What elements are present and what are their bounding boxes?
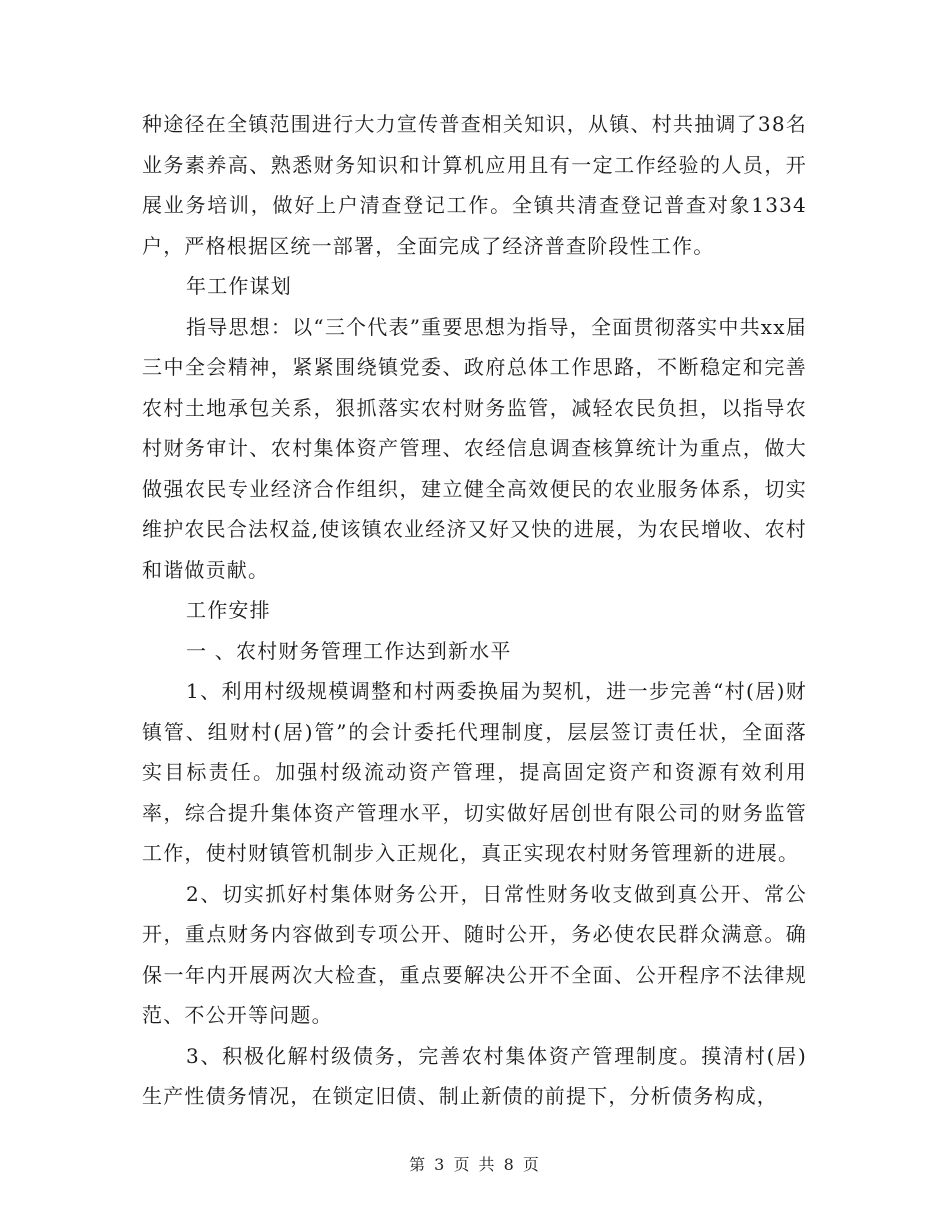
paragraph-7: 2、切实抓好村集体财务公开，日常性财务收支做到真公开、常公开，重点财务内容做到专项公开、随时公开，务必使农民群众满意。确保一年内开展两次大检查，重点要解决公开不全面、公开程序不法律规范、不公开等问题。 xyxy=(142,881,807,1027)
footer-middle: 页 共 xyxy=(453,1155,497,1174)
footer-suffix: 页 xyxy=(522,1155,541,1174)
footer-prefix: 第 xyxy=(409,1155,428,1174)
footer-total-pages: 8 xyxy=(503,1155,516,1174)
footer-current-page: 3 xyxy=(434,1155,447,1174)
paragraph-6: 1、利用村级规模调整和村两委换届为契机，进一步完善“村(居)财镇管、组财村(居)管”的会计委托代理制度，层层签订责任状，全面落实目标责任。加强村级流动资产管理，提高固定资产和资源有效利用率，综合提升集体资产管理水平，切实做好居创世有限公司的财务监管工作，使村财镇管机制步入正规化，真正实现农村财务管理新的进展。 xyxy=(142,679,807,865)
document-body xyxy=(142,104,807,1117)
paragraph-5-heading: 一 、农村财务管理工作达到新水平 xyxy=(186,638,512,663)
page-footer xyxy=(0,1152,950,1175)
paragraph-2-heading: 年工作谋划 xyxy=(186,274,292,298)
paragraph-4-heading: 工作安排 xyxy=(186,598,271,622)
paragraph-8: 3、积极化解村级债务，完善农村集体资产管理制度。摸清村(居)生产性债务情况，在锁定旧债、制止新债的前提下，分析债务构成， xyxy=(142,1043,807,1108)
paragraph-3: 指导思想：以“三个代表”重要思想为指导，全面贯彻落实中共xx届三中全会精神，紧紧围绕镇党委、政府总体工作思路，不断稳定和完善农村土地承包关系，狠抓落实农村财务监管，减轻农民负担，以指导农村财务审计、农村集体资产管理、农经信息调查核算统计为重点，做大做强农民专业经济合作组织，建立健全高效便民的农业服务体系，切实维护农民合法权益,使该镇农业经济又好又快的进展，为农民增收、农村和谐做贡献。 xyxy=(142,314,807,582)
paragraph-1: 种途径在全镇范围进行大力宣传普查相关知识，从镇、村共抽调了38名业务素养高、熟悉财务知识和计算机应用且有一定工作经验的人员，开展业务培训，做好上户清查登记工作。全镇共清查登记普查对象1334户，严格根据区统一部署，全面完成了经济普查阶段性工作。 xyxy=(142,112,807,258)
